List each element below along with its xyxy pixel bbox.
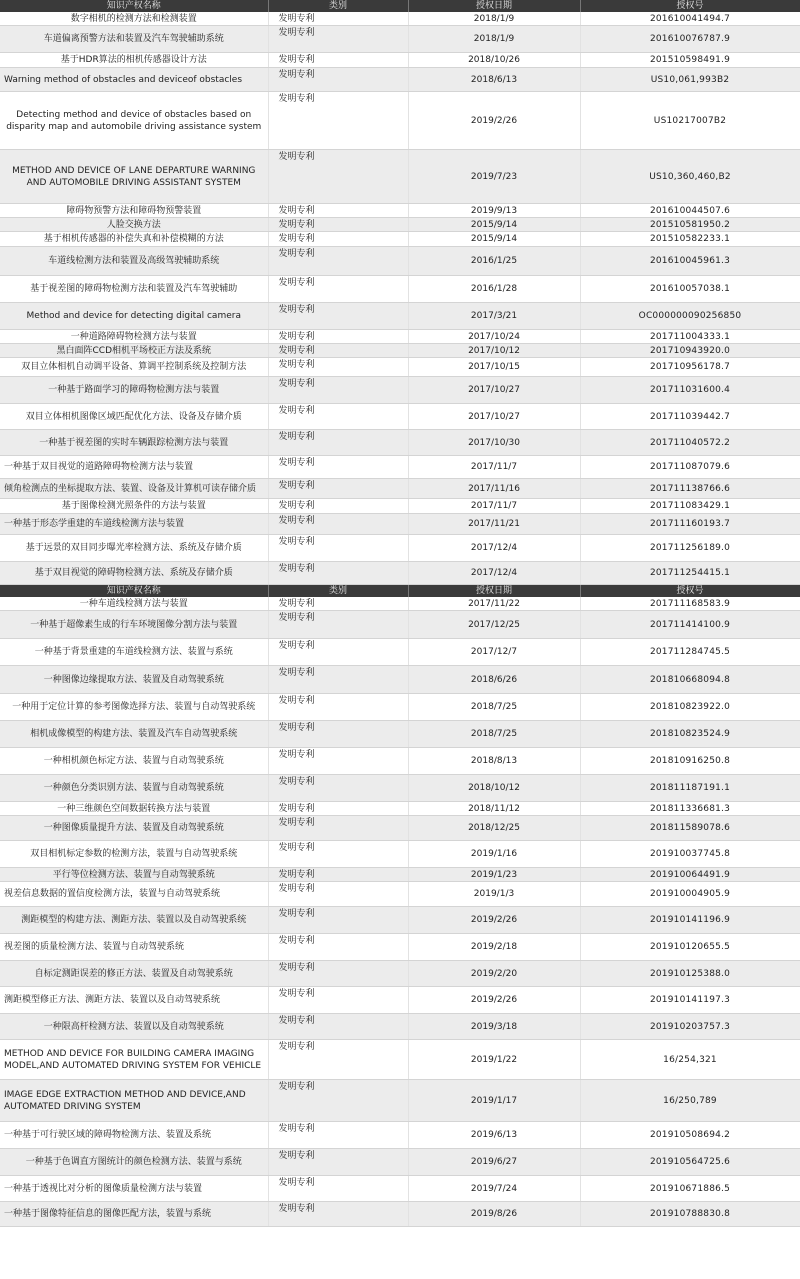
patent-name-cell: Detecting method and device of obstacles based on disparity map and automobile driving assistance system — [0, 92, 268, 150]
table-row — [0, 276, 800, 303]
patent-type-cell: 发明专利 — [268, 868, 408, 882]
patent-name-cell: 一种基于形态学重建的车道线检测方法与装置 — [0, 514, 268, 535]
grant-date-cell: 2019/3/18 — [408, 1014, 580, 1040]
grant-number-cell: 201910508694.2 — [580, 1122, 800, 1149]
table-row — [0, 611, 800, 639]
grant-number-cell: 201711168583.9 — [580, 597, 800, 611]
patent-name-cell: Warning method of obstacles and deviceof obstacles — [0, 68, 268, 92]
table-row — [0, 907, 800, 934]
patent-name-cell: 一种基于透视比对分析的图像质量检测方法与装置 — [0, 1176, 268, 1202]
patent-name-cell: METHOD AND DEVICE OF LANE DEPARTURE WARNING AND AUTOMOBILE DRIVING ASSISTANT SYSTEM — [0, 150, 268, 204]
table-row — [0, 1040, 800, 1080]
grant-number-cell: 201510582233.1 — [580, 232, 800, 247]
table-row — [0, 456, 800, 479]
patent-type-cell: 发明专利 — [268, 68, 408, 92]
patent-name-cell: 一种相机颜色标定方法、装置与自动驾驶系统 — [0, 748, 268, 775]
patent-name-cell: 人脸交换方法 — [0, 218, 268, 232]
grant-date-cell: 2018/11/12 — [408, 802, 580, 816]
patent-type-cell: 发明专利 — [268, 1176, 408, 1202]
patent-name-cell: 一种三维颜色空间数据转换方法与装置 — [0, 802, 268, 816]
table-row — [0, 68, 800, 92]
grant-date-cell: 2017/10/24 — [408, 330, 580, 344]
patent-name-cell: 车道线检测方法和装置及高级驾驶辅助系统 — [0, 247, 268, 276]
grant-number-cell: 201710943920.0 — [580, 344, 800, 358]
grant-number-cell: 201610041494.7 — [580, 12, 800, 26]
grant-number-cell: 201510598491.9 — [580, 53, 800, 68]
grant-date-cell: 2019/1/22 — [408, 1040, 580, 1080]
grant-number-cell: 16/250,789 — [580, 1080, 800, 1122]
patent-type-cell: 发明专利 — [268, 150, 408, 204]
grant-date-cell: 2017/10/12 — [408, 344, 580, 358]
table-row — [0, 816, 800, 841]
grant-date-cell: 2019/2/26 — [408, 92, 580, 150]
patent-type-cell: 发明专利 — [268, 344, 408, 358]
patent-name-cell: 自标定测距误差的修正方法、装置及自动驾驶系统 — [0, 961, 268, 987]
grant-date-cell: 2018/6/13 — [408, 68, 580, 92]
grant-number-cell: 201610044507.6 — [580, 204, 800, 218]
col-header-number: 授权号 — [580, 0, 800, 12]
grant-date-cell: 2017/12/25 — [408, 611, 580, 639]
patent-type-cell: 发明专利 — [268, 987, 408, 1014]
patent-type-cell: 发明专利 — [268, 218, 408, 232]
col-header-number: 授权号 — [580, 585, 800, 597]
table-row — [0, 987, 800, 1014]
grant-number-cell: 201810823524.9 — [580, 721, 800, 748]
grant-number-cell: 201711040572.2 — [580, 430, 800, 456]
patent-type-cell: 发明专利 — [268, 694, 408, 721]
grant-date-cell: 2017/11/16 — [408, 479, 580, 499]
table-row — [0, 639, 800, 666]
grant-date-cell: 2019/1/3 — [408, 882, 580, 907]
grant-number-cell: OC000000090256850 — [580, 303, 800, 330]
patent-name-cell: 一种车道线检测方法与装置 — [0, 597, 268, 611]
table-row — [0, 1176, 800, 1202]
grant-date-cell: 2019/1/17 — [408, 1080, 580, 1122]
grant-number-cell: 201811187191.1 — [580, 775, 800, 802]
grant-date-cell: 2019/9/13 — [408, 204, 580, 218]
patent-type-cell: 发明专利 — [268, 841, 408, 868]
patent-type-cell: 发明专利 — [268, 92, 408, 150]
patent-name-cell: METHOD AND DEVICE FOR BUILDING CAMERA IMAGING MODEL,AND AUTOMATED DRIVING SYSTEM FOR VEHICLE — [0, 1040, 268, 1080]
table-row — [0, 961, 800, 987]
table-row — [0, 694, 800, 721]
grant-number-cell: 201711087079.6 — [580, 456, 800, 479]
grant-date-cell: 2018/7/25 — [408, 694, 580, 721]
patent-type-cell: 发明专利 — [268, 499, 408, 514]
grant-date-cell: 2018/1/9 — [408, 26, 580, 53]
patent-type-cell: 发明专利 — [268, 247, 408, 276]
patent-type-cell: 发明专利 — [268, 12, 408, 26]
grant-number-cell: 201711414100.9 — [580, 611, 800, 639]
table-row — [0, 330, 800, 344]
grant-number-cell: 201810668094.8 — [580, 666, 800, 694]
patent-type-cell: 发明专利 — [268, 1040, 408, 1080]
grant-date-cell: 2017/10/30 — [408, 430, 580, 456]
table-row — [0, 430, 800, 456]
col-header-name: 知识产权名称 — [0, 585, 268, 597]
table-row — [0, 377, 800, 404]
table-row — [0, 12, 800, 26]
patent-type-cell: 发明专利 — [268, 479, 408, 499]
patent-type-cell: 发明专利 — [268, 204, 408, 218]
patent-type-cell: 发明专利 — [268, 934, 408, 961]
table-row — [0, 882, 800, 907]
grant-date-cell: 2017/11/7 — [408, 456, 580, 479]
grant-number-cell: 201910564725.6 — [580, 1149, 800, 1176]
grant-number-cell: 201910064491.9 — [580, 868, 800, 882]
patent-name-cell: 基于双目视觉的障碍物检测方法、系统及存储介质 — [0, 562, 268, 585]
patent-type-cell: 发明专利 — [268, 1202, 408, 1227]
patent-name-cell: 基于HDR算法的相机传感器设计方法 — [0, 53, 268, 68]
patent-type-cell: 发明专利 — [268, 775, 408, 802]
col-header-date: 授权日期 — [408, 585, 580, 597]
table-header-row — [0, 585, 800, 597]
grant-date-cell: 2019/2/26 — [408, 987, 580, 1014]
grant-number-cell: 201711256189.0 — [580, 535, 800, 562]
patent-name-cell: 相机成像模型的构建方法、装置及汽车自动驾驶系统 — [0, 721, 268, 748]
patent-name-cell: 一种道路障碍物检测方法与装置 — [0, 330, 268, 344]
patent-name-cell: 双目立体相机图像区域匹配优化方法、设备及存储介质 — [0, 404, 268, 430]
patent-name-cell: 障碍物预警方法和障碍物预警装置 — [0, 204, 268, 218]
col-header-type: 类别 — [268, 585, 408, 597]
grant-date-cell: 2019/7/24 — [408, 1176, 580, 1202]
grant-date-cell: 2017/12/7 — [408, 639, 580, 666]
grant-number-cell: 201811336681.3 — [580, 802, 800, 816]
patent-name-cell: 一种基于视差图的实时车辆跟踪检测方法与装置 — [0, 430, 268, 456]
patent-name-cell: 一种图像质量提升方法、装置及自动驾驶系统 — [0, 816, 268, 841]
patent-type-cell: 发明专利 — [268, 816, 408, 841]
patent-name-cell: 一种用于定位计算的参考图像选择方法、装置与自动驾驶系统 — [0, 694, 268, 721]
table-row — [0, 92, 800, 150]
table-row — [0, 1122, 800, 1149]
patent-name-cell: 一种基于超像素生成的行车环境图像分割方法与装置 — [0, 611, 268, 639]
table-row — [0, 934, 800, 961]
table-row — [0, 666, 800, 694]
grant-date-cell: 2017/10/27 — [408, 404, 580, 430]
grant-number-cell: 201711004333.1 — [580, 330, 800, 344]
grant-date-cell: 2018/12/25 — [408, 816, 580, 841]
table-row — [0, 562, 800, 585]
col-header-date: 授权日期 — [408, 0, 580, 12]
table-row — [0, 150, 800, 204]
patent-type-cell: 发明专利 — [268, 1080, 408, 1122]
table-row — [0, 247, 800, 276]
table-row — [0, 1149, 800, 1176]
grant-number-cell: 201910004905.9 — [580, 882, 800, 907]
grant-date-cell: 2017/12/4 — [408, 562, 580, 585]
table-row — [0, 404, 800, 430]
table-row — [0, 597, 800, 611]
grant-date-cell: 2018/8/13 — [408, 748, 580, 775]
patent-name-cell: 倾角检测点的坐标提取方法、装置、设备及计算机可读存储介质 — [0, 479, 268, 499]
grant-number-cell: 201610076787.9 — [580, 26, 800, 53]
grant-number-cell: 201711138766.6 — [580, 479, 800, 499]
grant-number-cell: 201811589078.6 — [580, 816, 800, 841]
patent-type-cell: 发明专利 — [268, 456, 408, 479]
grant-number-cell: 201910203757.3 — [580, 1014, 800, 1040]
patent-type-cell: 发明专利 — [268, 597, 408, 611]
grant-number-cell: 201711160193.7 — [580, 514, 800, 535]
patent-name-cell: 一种基于路面学习的障碍物检测方法与装置 — [0, 377, 268, 404]
col-header-name: 知识产权名称 — [0, 0, 268, 12]
patent-name-cell: 一种基于背景重建的车道线检测方法、装置与系统 — [0, 639, 268, 666]
grant-date-cell: 2019/1/23 — [408, 868, 580, 882]
grant-date-cell: 2019/6/13 — [408, 1122, 580, 1149]
grant-number-cell: 201910141197.3 — [580, 987, 800, 1014]
table-row — [0, 303, 800, 330]
patent-type-cell: 发明专利 — [268, 611, 408, 639]
grant-date-cell: 2017/12/4 — [408, 535, 580, 562]
patent-type-cell: 发明专利 — [268, 562, 408, 585]
table-row — [0, 26, 800, 53]
grant-date-cell: 2019/1/16 — [408, 841, 580, 868]
grant-number-cell: 201910120655.5 — [580, 934, 800, 961]
patent-type-cell: 发明专利 — [268, 1149, 408, 1176]
grant-date-cell: 2018/6/26 — [408, 666, 580, 694]
patent-type-cell: 发明专利 — [268, 303, 408, 330]
table-row — [0, 499, 800, 514]
grant-number-cell: 201610057038.1 — [580, 276, 800, 303]
grant-date-cell: 2019/8/26 — [408, 1202, 580, 1227]
grant-number-cell: 201610045961.3 — [580, 247, 800, 276]
patent-name-cell: 车道偏离预警方法和装置及汽车驾驶辅助系统 — [0, 26, 268, 53]
table-header-row — [0, 0, 800, 12]
patent-table-1 — [0, 0, 800, 585]
patent-type-cell: 发明专利 — [268, 514, 408, 535]
grant-number-cell: 201910141196.9 — [580, 907, 800, 934]
table-row — [0, 1014, 800, 1040]
grant-number-cell: 16/254,321 — [580, 1040, 800, 1080]
grant-number-cell: 201711039442.7 — [580, 404, 800, 430]
patent-type-cell: 发明专利 — [268, 802, 408, 816]
patent-name-cell: 数字相机的检测方法和检测装置 — [0, 12, 268, 26]
patent-name-cell: 视差图的质量检测方法、装置与自动驾驶系统 — [0, 934, 268, 961]
table-row — [0, 232, 800, 247]
grant-number-cell: 201711031600.4 — [580, 377, 800, 404]
patent-table-2 — [0, 585, 800, 1227]
table-row — [0, 748, 800, 775]
patent-type-cell: 发明专利 — [268, 232, 408, 247]
patent-name-cell: 一种限高杆检测方法、装置以及自动驾驶系统 — [0, 1014, 268, 1040]
grant-number-cell: 201710956178.7 — [580, 358, 800, 377]
patent-type-cell: 发明专利 — [268, 535, 408, 562]
patent-name-cell: 一种基于双目视觉的道路障碍物检测方法与装置 — [0, 456, 268, 479]
grant-date-cell: 2019/7/23 — [408, 150, 580, 204]
grant-number-cell: 201711284745.5 — [580, 639, 800, 666]
patent-name-cell: 视差信息数据的置信度检测方法，装置与自动驾驶系统 — [0, 882, 268, 907]
table-row — [0, 721, 800, 748]
table-row — [0, 775, 800, 802]
patent-type-cell: 发明专利 — [268, 377, 408, 404]
grant-number-cell: 201810823922.0 — [580, 694, 800, 721]
patent-name-cell: 双目相机标定参数的检测方法，装置与自动驾驶系统 — [0, 841, 268, 868]
grant-date-cell: 2017/11/22 — [408, 597, 580, 611]
patent-type-cell: 发明专利 — [268, 882, 408, 907]
patent-type-cell: 发明专利 — [268, 358, 408, 377]
patent-type-cell: 发明专利 — [268, 330, 408, 344]
patent-type-cell: 发明专利 — [268, 404, 408, 430]
grant-number-cell: 201910788830.8 — [580, 1202, 800, 1227]
grant-date-cell: 2017/11/21 — [408, 514, 580, 535]
grant-date-cell: 2017/10/27 — [408, 377, 580, 404]
table-row — [0, 479, 800, 499]
table-row — [0, 204, 800, 218]
table-row — [0, 218, 800, 232]
grant-date-cell: 2017/11/7 — [408, 499, 580, 514]
patent-name-cell: 测距模型的构建方法、测距方法、装置以及自动驾驶系统 — [0, 907, 268, 934]
patent-type-cell: 发明专利 — [268, 1014, 408, 1040]
table-row — [0, 1202, 800, 1227]
patent-name-cell: 黑白面阵CCD相机平场校正方法及系统 — [0, 344, 268, 358]
grant-date-cell: 2015/9/14 — [408, 218, 580, 232]
grant-date-cell: 2019/2/18 — [408, 934, 580, 961]
patent-name-cell: IMAGE EDGE EXTRACTION METHOD AND DEVICE,AND AUTOMATED DRIVING SYSTEM — [0, 1080, 268, 1122]
patent-name-cell: 一种基于图像特征信息的图像匹配方法，装置与系统 — [0, 1202, 268, 1227]
grant-date-cell: 2019/2/26 — [408, 907, 580, 934]
patent-type-cell: 发明专利 — [268, 276, 408, 303]
grant-number-cell: 201910037745.8 — [580, 841, 800, 868]
grant-date-cell: 2018/1/9 — [408, 12, 580, 26]
table-row — [0, 344, 800, 358]
patent-name-cell: 一种颜色分类识别方法、装置与自动驾驶系统 — [0, 775, 268, 802]
patent-name-cell: 平行等位检测方法、装置与自动驾驶系统 — [0, 868, 268, 882]
patent-name-cell: 基于图像检测光照条件的方法与装置 — [0, 499, 268, 514]
grant-date-cell: 2017/3/21 — [408, 303, 580, 330]
patent-name-cell: 测距模型修正方法、测距方法、装置以及自动驾驶系统 — [0, 987, 268, 1014]
grant-number-cell: 201510581950.2 — [580, 218, 800, 232]
grant-number-cell: 201711083429.1 — [580, 499, 800, 514]
table-row — [0, 1080, 800, 1122]
table-row — [0, 514, 800, 535]
grant-date-cell: 2018/7/25 — [408, 721, 580, 748]
grant-number-cell: US10,360,460,B2 — [580, 150, 800, 204]
patent-name-cell: 基于相机传感器的补偿失真和补偿模糊的方法 — [0, 232, 268, 247]
grant-number-cell: 201910125388.0 — [580, 961, 800, 987]
table-row — [0, 841, 800, 868]
grant-date-cell: 2019/2/20 — [408, 961, 580, 987]
patent-type-cell: 发明专利 — [268, 748, 408, 775]
patent-type-cell: 发明专利 — [268, 430, 408, 456]
grant-date-cell: 2016/1/25 — [408, 247, 580, 276]
table-row — [0, 802, 800, 816]
patent-name-cell: 基于视差图的障碍物检测方法和装置及汽车驾驶辅助 — [0, 276, 268, 303]
patent-type-cell: 发明专利 — [268, 639, 408, 666]
grant-date-cell: 2019/6/27 — [408, 1149, 580, 1176]
grant-date-cell: 2018/10/26 — [408, 53, 580, 68]
grant-number-cell: 201910671886.5 — [580, 1176, 800, 1202]
table-row — [0, 358, 800, 377]
patent-type-cell: 发明专利 — [268, 53, 408, 68]
patent-type-cell: 发明专利 — [268, 907, 408, 934]
grant-number-cell: 201711254415.1 — [580, 562, 800, 585]
grant-date-cell: 2016/1/28 — [408, 276, 580, 303]
grant-number-cell: 201810916250.8 — [580, 748, 800, 775]
table-row — [0, 53, 800, 68]
patent-name-cell: 一种基于可行驶区域的障碍物检测方法、装置及系统 — [0, 1122, 268, 1149]
patent-type-cell: 发明专利 — [268, 721, 408, 748]
patent-type-cell: 发明专利 — [268, 1122, 408, 1149]
grant-date-cell: 2017/10/15 — [408, 358, 580, 377]
patent-type-cell: 发明专利 — [268, 26, 408, 53]
patent-name-cell: Method and device for detecting digital camera — [0, 303, 268, 330]
table-row — [0, 868, 800, 882]
table-row — [0, 535, 800, 562]
grant-number-cell: US10,061,993B2 — [580, 68, 800, 92]
grant-date-cell: 2015/9/14 — [408, 232, 580, 247]
patent-type-cell: 发明专利 — [268, 666, 408, 694]
col-header-type: 类别 — [268, 0, 408, 12]
patent-name-cell: 一种图像边缘提取方法、装置及自动驾驶系统 — [0, 666, 268, 694]
patent-name-cell: 双目立体相机自动调平设备、算调平控制系统及控制方法 — [0, 358, 268, 377]
patent-type-cell: 发明专利 — [268, 961, 408, 987]
patent-name-cell: 一种基于色调直方图统计的颜色检测方法、装置与系统 — [0, 1149, 268, 1176]
patent-name-cell: 基于远景的双目同步曝光率检测方法、系统及存储介质 — [0, 535, 268, 562]
grant-number-cell: US10217007B2 — [580, 92, 800, 150]
grant-date-cell: 2018/10/12 — [408, 775, 580, 802]
